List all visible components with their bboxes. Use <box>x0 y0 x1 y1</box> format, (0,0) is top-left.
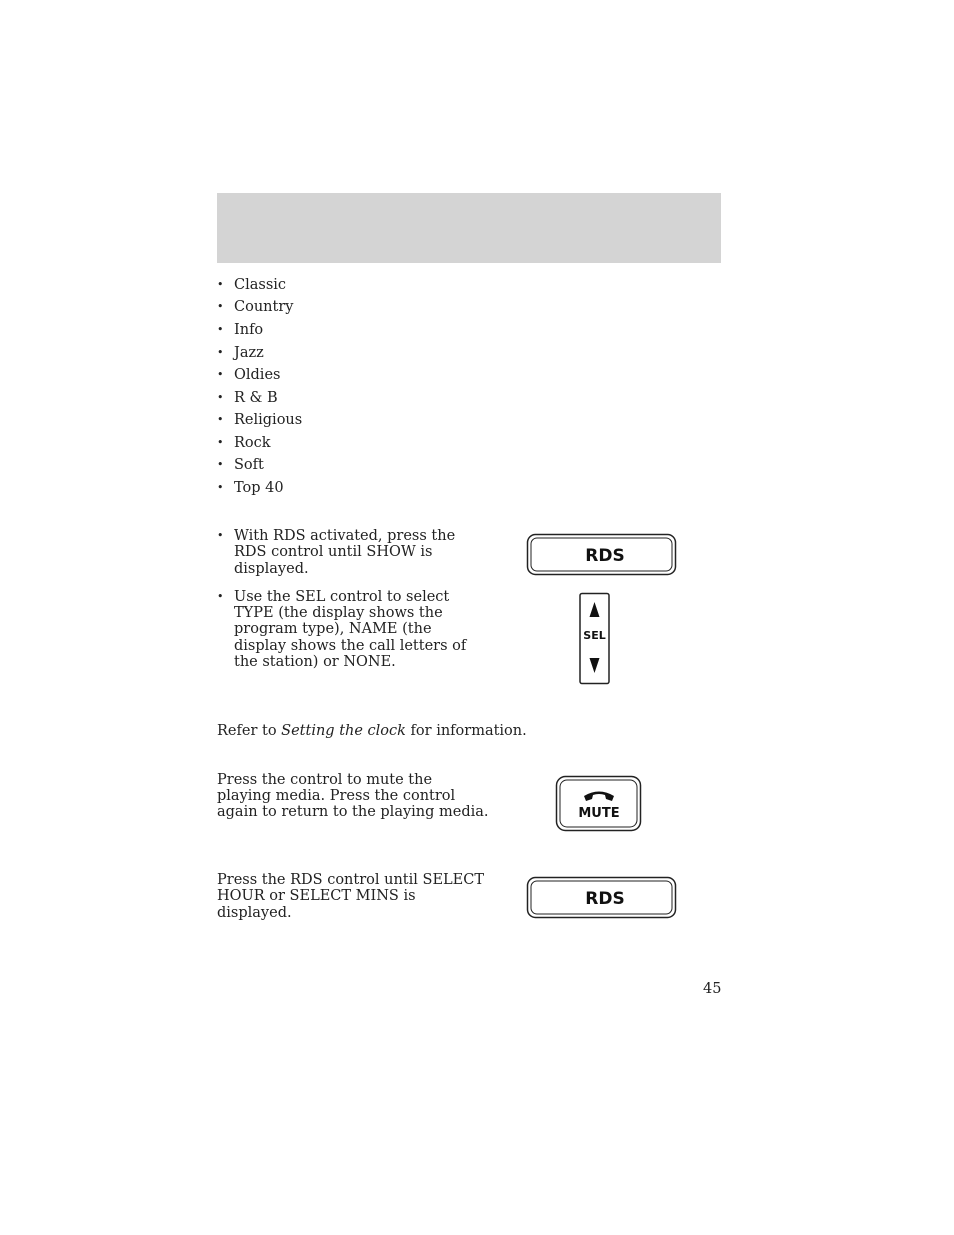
instruction-line: the station) or NONE. <box>234 654 396 670</box>
mute-label: MUTE <box>578 806 620 821</box>
mute-button[interactable] <box>555 775 643 833</box>
instruction-line: TYPE (the display shows the <box>234 605 443 621</box>
instruction-line: Press the control to mute the <box>217 772 433 788</box>
instruction-line: Use the SEL control to select <box>234 589 450 605</box>
instruction-line: again to return to the playing media. <box>217 804 489 820</box>
instruction-line: HOUR or SELECT MINS is <box>217 888 416 904</box>
instruction-line: With RDS activated, press the <box>234 528 456 544</box>
bullet: • <box>217 529 224 542</box>
header-band <box>217 193 721 263</box>
rds-label: RDS <box>585 889 625 909</box>
instruction-line: display shows the call letters of <box>234 638 467 654</box>
instruction-line: displayed. <box>217 905 292 921</box>
instruction-line: displayed. <box>234 561 309 577</box>
instruction-line: RDS control until SHOW is <box>234 544 433 560</box>
instruction-line: playing media. Press the control <box>217 788 456 804</box>
instruction-line: Press the RDS control until SELECT <box>217 872 485 888</box>
page-number: 45 <box>703 981 722 997</box>
sel-label: SEL <box>583 629 606 642</box>
rds-button[interactable] <box>526 876 678 920</box>
instruction-line: program type), NAME (the <box>234 621 432 637</box>
sel-control[interactable] <box>578 592 612 686</box>
rds-label: RDS <box>585 546 625 566</box>
clock-reference: Refer to Setting the clock for information. <box>217 723 527 739</box>
rds-button[interactable] <box>526 533 678 577</box>
bullet: • <box>217 590 224 603</box>
clock-link-text: Setting the clock <box>281 723 406 739</box>
